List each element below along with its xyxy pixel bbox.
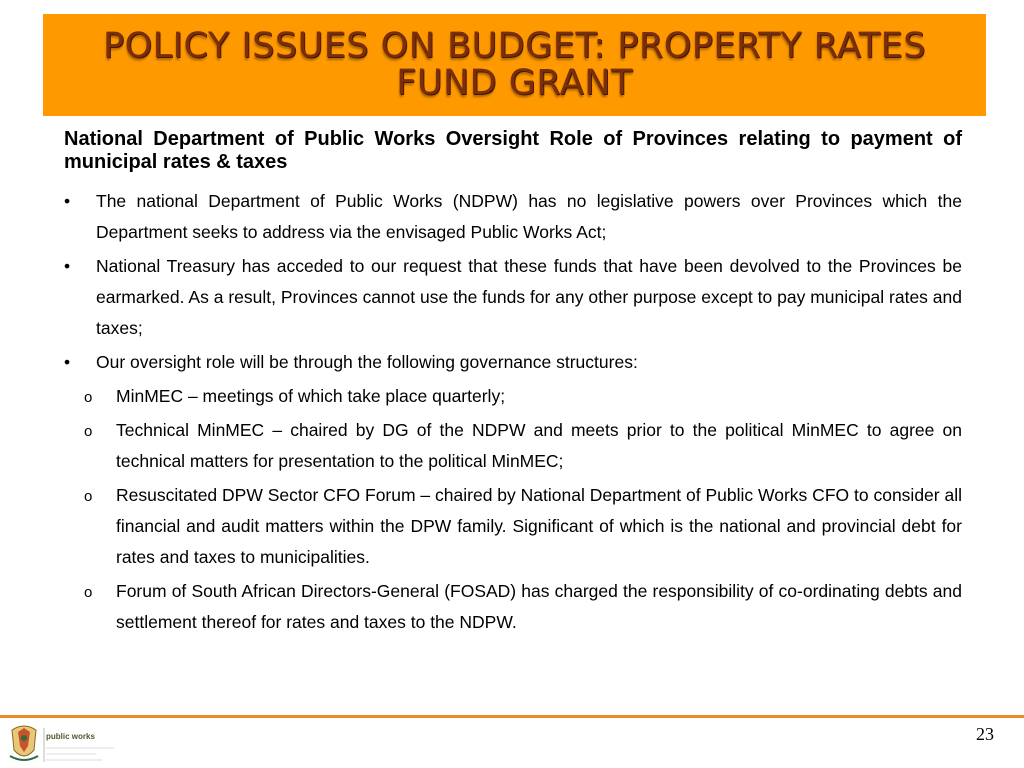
list-item bbox=[64, 347, 962, 638]
bullet-list bbox=[64, 186, 962, 638]
sub-bullet-text: Technical MinMEC – chaired by DG of the NDPW and meets prior to the political MinMEC to agree on technical matters for presentation to the political MinMEC; bbox=[116, 420, 962, 471]
circle-bullet-icon: o bbox=[84, 389, 93, 406]
sub-bullet-text: Forum of South African Directors-General (FOSAD) has charged the responsibility of co-ordinating debts and settlement thereof for rates and taxes to the NDPW. bbox=[116, 581, 962, 632]
bullet-icon: • bbox=[64, 256, 71, 276]
circle-bullet-icon: o bbox=[84, 423, 93, 440]
sa-coat-of-arms-icon bbox=[6, 722, 118, 768]
circle-bullet-icon: o bbox=[84, 488, 93, 505]
sub-list-item bbox=[64, 415, 962, 477]
logo-label: public works bbox=[46, 732, 95, 741]
list-item bbox=[64, 186, 962, 248]
sub-bullet-text: MinMEC – meetings of which take place quarterly; bbox=[116, 386, 506, 406]
bullet-text: The national Department of Public Works (NDPW) has no legislative powers over Provinces which the Department seeks to address via the envisaged Public Works Act; bbox=[96, 191, 962, 242]
circle-bullet-icon: o bbox=[84, 584, 93, 601]
sub-list-item bbox=[64, 381, 962, 412]
slide-subtitle: National Department of Public Works Oversight Role of Provinces relating to payment of municipal rates & taxes bbox=[64, 128, 962, 173]
bullet-icon: • bbox=[64, 352, 71, 372]
title-banner bbox=[43, 14, 986, 116]
sub-list-item bbox=[64, 576, 962, 638]
sub-bullet-list bbox=[84, 381, 962, 638]
bullet-text: Our oversight role will be through the following governance structures: bbox=[96, 352, 638, 372]
footer-divider bbox=[0, 715, 1024, 718]
sub-list-item bbox=[64, 480, 962, 573]
page-number: 23 bbox=[976, 724, 994, 744]
list-item bbox=[64, 251, 962, 344]
bullet-icon: • bbox=[64, 191, 71, 211]
sub-bullet-text: Resuscitated DPW Sector CFO Forum – chaired by National Department of Public Works CFO to consider all financial and audit matters within the DPW family. Significant of which is the national and provincial debt for rates and taxes to municipalities. bbox=[116, 485, 962, 567]
slide-content bbox=[64, 128, 962, 641]
slide-title: POLICY ISSUES ON BUDGET: PROPERTY RATES FUND GRANT bbox=[103, 26, 926, 103]
bullet-text: National Treasury has acceded to our request that these funds that have been devolved to the Provinces be earmarked. As a result, Provinces cannot use the funds for any other purpose except to pay municipal rates and taxes; bbox=[96, 256, 962, 338]
